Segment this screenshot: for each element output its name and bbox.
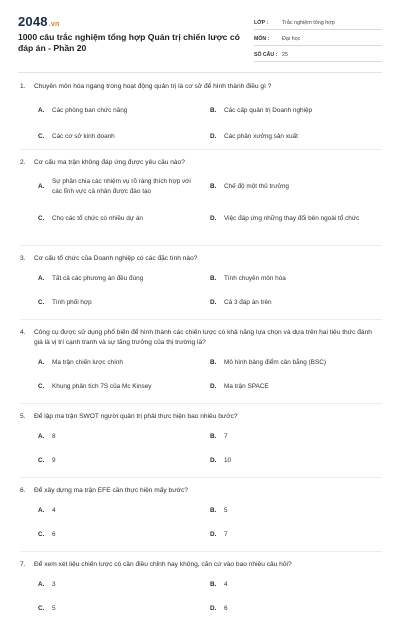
option-letter: B. <box>210 183 217 191</box>
answer-options <box>38 358 382 391</box>
option-text: Tính phối hợp <box>52 298 92 306</box>
option-text: 8 <box>52 433 56 440</box>
meta-row-count <box>254 48 382 62</box>
option-text: Sự phân chia các nhiệm vụ rõ ràng thích hợp với các lĩnh vực cá nhân được đào tạo <box>52 178 191 195</box>
option-text: 4 <box>52 507 56 514</box>
answer-option[interactable] <box>210 358 382 368</box>
option-letter: C. <box>38 298 45 306</box>
option-letter: C. <box>38 215 45 223</box>
answer-option[interactable] <box>38 604 210 614</box>
question-item <box>20 78 382 150</box>
question-prompt: Cơ cấu tổ chức của Doanh nghiệp có các đặc tính nào? <box>34 255 198 262</box>
question-number: 6. <box>20 487 26 494</box>
question-prompt: Cơ cấu ma trận không đáp ứng được yêu cầu nào? <box>34 159 185 166</box>
meta-label: SỐ CÂU : <box>254 51 278 58</box>
option-text: Ma trận SPACE <box>224 382 269 390</box>
option-letter: B. <box>210 507 217 514</box>
option-text: Cả 3 đáp án trên <box>224 298 272 306</box>
question-number: 2. <box>20 159 26 166</box>
question-prompt: Để xây dựng ma trận EFE cần thực hiện mấy bước? <box>34 487 188 494</box>
question-item <box>20 320 382 404</box>
question-item <box>20 478 382 552</box>
option-letter: D. <box>210 604 217 612</box>
question-text <box>20 560 382 570</box>
option-text: 3 <box>52 581 56 588</box>
option-text: 6 <box>224 604 228 612</box>
answer-option[interactable] <box>210 432 382 442</box>
option-letter: D. <box>210 382 217 390</box>
option-letter: A. <box>38 433 45 440</box>
option-text: 6 <box>52 530 56 538</box>
option-text: Các phòng ban chức năng <box>52 107 128 114</box>
option-text: Việc đáp ứng những thay đổi bên ngoài tổ chức <box>224 215 360 223</box>
option-letter: A. <box>38 275 45 282</box>
meta-value: Đại học <box>282 35 301 42</box>
answer-option[interactable] <box>210 132 382 142</box>
site-logo[interactable] <box>18 14 59 29</box>
question-item <box>20 552 382 626</box>
answer-option[interactable] <box>38 208 210 230</box>
option-letter: B. <box>210 107 217 114</box>
answer-option[interactable] <box>210 176 382 198</box>
option-text: Chế độ một thủ trưởng <box>224 183 289 191</box>
option-text: Mô hình bảng điểm cân bằng (BSC) <box>224 359 326 366</box>
option-letter: A. <box>38 359 45 366</box>
answer-option[interactable] <box>210 530 382 540</box>
option-letter: C. <box>38 382 45 390</box>
question-text <box>20 486 382 496</box>
question-prompt: Để xem xét liệu chiến lược có cần điều chỉnh hay không, căn cứ vào bao nhiêu câu hỏi? <box>34 561 292 568</box>
option-letter: A. <box>38 581 45 588</box>
logo-text: 2048 <box>18 14 48 29</box>
option-text: 10 <box>224 456 232 464</box>
option-text: Ma trận chiến lược chính <box>52 359 123 366</box>
option-text: Các cấp quản trị Doanh nghiệp <box>224 107 313 114</box>
option-letter: B. <box>210 359 217 366</box>
question-text <box>20 158 382 168</box>
option-letter: C. <box>38 456 45 464</box>
question-number: 5. <box>20 413 26 420</box>
answer-options <box>38 106 382 141</box>
meta-row-class <box>254 16 382 30</box>
option-letter: D. <box>210 456 217 464</box>
answer-option[interactable] <box>38 382 210 392</box>
question-text <box>20 328 382 348</box>
option-text: 7 <box>224 530 228 538</box>
question-item <box>20 246 382 320</box>
answer-option[interactable] <box>38 530 210 540</box>
answer-option[interactable] <box>210 580 382 590</box>
question-item <box>20 404 382 478</box>
answer-option[interactable] <box>210 506 382 516</box>
option-letter: B. <box>210 581 217 588</box>
answer-options <box>38 274 382 307</box>
meta-label: MÔN : <box>254 35 270 42</box>
answer-option[interactable] <box>210 274 382 284</box>
meta-value: 25 <box>282 51 288 58</box>
option-letter: C. <box>38 604 45 612</box>
question-number: 7. <box>20 561 26 568</box>
option-letter: D. <box>210 530 217 538</box>
question-number: 3. <box>20 255 26 262</box>
option-text: Cho các tổ chức có nhiều dự án <box>52 215 143 223</box>
answer-options <box>38 176 382 230</box>
question-number: 1. <box>20 83 26 90</box>
option-letter: A. <box>38 107 45 114</box>
option-letter: B. <box>210 433 217 440</box>
option-text: 7 <box>224 433 228 440</box>
document-header <box>18 14 382 60</box>
option-letter: C. <box>38 132 45 140</box>
answer-option[interactable] <box>38 298 210 308</box>
option-letter: D. <box>210 215 217 223</box>
meta-label: LỚP : <box>254 19 269 26</box>
option-letter: D. <box>210 132 217 140</box>
answer-option[interactable] <box>38 432 210 442</box>
answer-option[interactable] <box>210 298 382 308</box>
option-text: Tất cả các phương án đều đúng <box>52 275 144 282</box>
question-number: 4. <box>20 329 26 336</box>
option-text: Tính chuyên môn hóa <box>224 275 286 282</box>
meta-table <box>254 16 382 64</box>
header-divider <box>18 72 382 73</box>
answer-option[interactable] <box>38 358 210 368</box>
question-text <box>20 82 382 92</box>
answer-option[interactable] <box>38 506 210 516</box>
option-text: 5 <box>52 604 56 612</box>
question-list <box>20 78 382 626</box>
logo-domain: .vn <box>48 21 60 28</box>
meta-row-subject <box>254 32 382 46</box>
option-letter: D. <box>210 298 217 306</box>
option-letter: A. <box>38 507 45 514</box>
question-prompt: Công cụ được sử dụng phổ biến để hình thành các chiến lược có khả năng lựa chọn và dựa trên hai tiêu thức đánh giá là vị trí cạnh tranh và sự tăng trưởng của thị trường là? <box>34 329 372 346</box>
answer-option[interactable] <box>38 580 210 590</box>
answer-option[interactable] <box>210 604 382 614</box>
option-text: 9 <box>52 456 56 464</box>
answer-option[interactable] <box>38 132 210 142</box>
option-text: Các phân xưởng sản xuất <box>224 132 298 140</box>
answer-options <box>38 432 382 465</box>
answer-option[interactable] <box>38 176 210 198</box>
option-letter: B. <box>210 275 217 282</box>
answer-option[interactable] <box>38 456 210 466</box>
question-prompt: Để lập ma trận SWOT người quản trị phải thực hiện bao nhiêu bước? <box>34 413 238 420</box>
meta-value: Trắc nghiệm tổng hợp <box>282 19 335 26</box>
option-letter: C. <box>38 530 45 538</box>
answer-option[interactable] <box>38 274 210 284</box>
question-prompt: Chuyên môn hóa ngang trong hoạt động quản trị là cơ sở để hình thành điều gì ? <box>34 83 272 90</box>
option-text: Khung phân tích 7S của Mc Kinsey <box>52 382 152 390</box>
answer-option[interactable] <box>210 456 382 466</box>
option-text: 4 <box>224 581 228 588</box>
question-item <box>20 150 382 246</box>
page-title: 1000 câu trắc nghiệm tổng hợp Quản trị chiến lược có đáp án - Phần 20 <box>18 32 240 53</box>
question-text <box>20 412 382 422</box>
question-text <box>20 254 382 264</box>
answer-options <box>38 506 382 539</box>
answer-option[interactable] <box>210 382 382 392</box>
option-text: 5 <box>224 507 228 514</box>
answer-option[interactable] <box>210 106 382 116</box>
answer-option[interactable] <box>38 106 210 116</box>
answer-options <box>38 580 382 613</box>
option-letter: A. <box>38 183 45 191</box>
answer-option[interactable] <box>210 208 382 230</box>
option-text: Các cơ sở kinh doanh <box>52 132 115 140</box>
